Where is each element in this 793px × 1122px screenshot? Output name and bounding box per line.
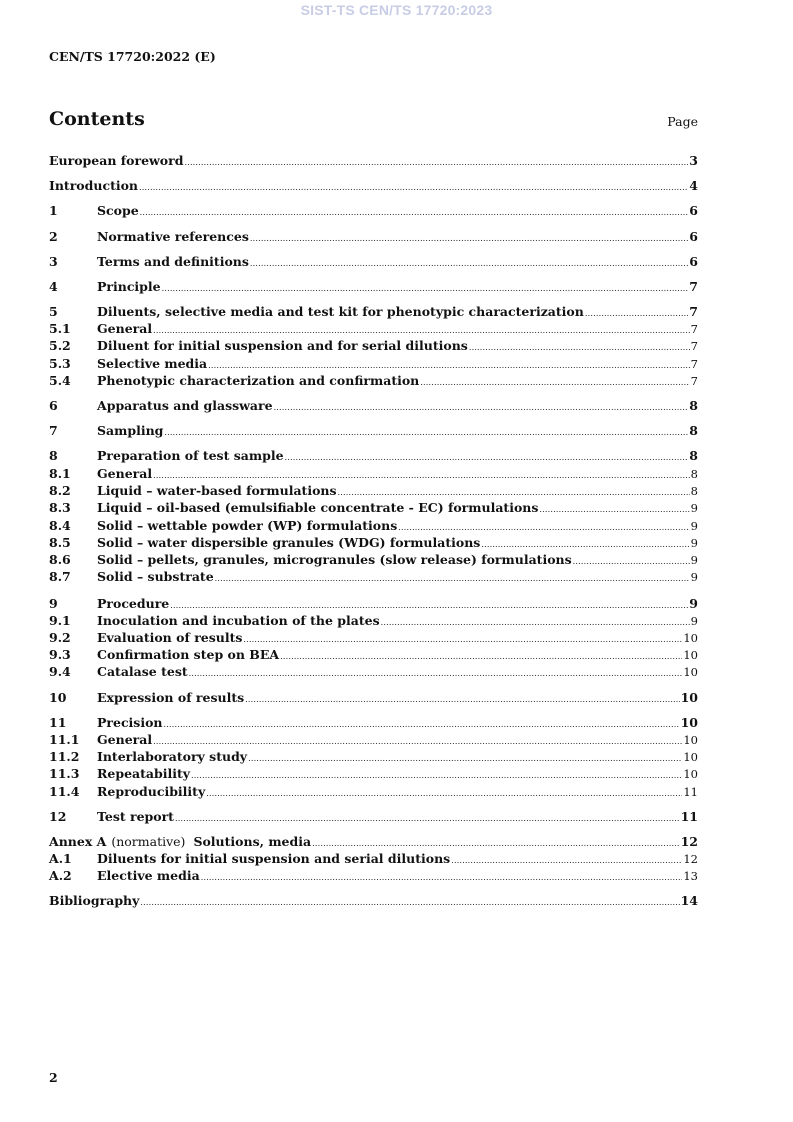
toc-entry-title-rest: Solutions, media [193,834,312,849]
toc-entry-number: A.2 [49,868,72,883]
toc-entry-number: 8.4 [49,518,71,533]
toc-entry-page: 13 [683,869,698,883]
toc-entry-page: 9 [690,570,698,584]
toc-entry[interactable] [49,808,698,825]
toc-entry[interactable] [49,372,698,389]
toc-entry-number: 8.3 [49,500,71,515]
toc-entry-page: 10 [683,665,698,679]
toc-dot-leader [469,339,690,356]
toc-entry[interactable] [49,833,698,850]
toc-dot-leader [140,894,679,911]
toc-entry-number: 11.4 [49,784,80,799]
toc-entry-number: 8 [49,448,58,463]
toc-entry[interactable] [49,646,698,663]
toc-entry-title: Elective media [97,868,200,883]
toc-dot-leader [539,501,689,518]
toc-entry[interactable] [49,278,698,295]
toc-entry-title: Phenotypic characterization and confirmation [97,373,420,388]
toc-entry-page: 7 [690,374,698,388]
toc-entry-number: A.1 [49,851,72,866]
toc-entry-number: 5.2 [49,338,71,353]
toc-entry-page: 9 [689,596,698,611]
toc-dot-leader [189,665,683,682]
toc-dot-leader [285,449,689,466]
toc-dot-leader [162,280,689,297]
toc-entry-number: 8.2 [49,483,71,498]
toc-entry-page: 6 [689,254,698,269]
toc-dot-leader [201,869,683,886]
toc-entry-title: Apparatus and glassware [97,398,273,413]
toc-entry[interactable] [49,303,698,320]
toc-entry[interactable] [49,663,698,680]
toc-entry-number: 1 [49,203,58,218]
toc-entry-number: 11 [49,715,67,730]
toc-entry-title: Catalase test [97,664,188,679]
toc-entry-number: 9.3 [49,647,71,662]
toc-entry-page: 4 [689,178,698,193]
toc-entry[interactable] [49,320,698,337]
toc-entry-page: 8 [689,398,698,413]
toc-entry-title: Procedure [97,596,170,611]
toc-entry-number: 7 [49,423,58,438]
toc-entry-title: General [97,466,153,481]
toc-entry-number: 9.1 [49,613,71,628]
toc-entry-title: Expression of results [97,690,245,705]
toc-entry-page: 8 [689,423,698,438]
toc-entry-title: Normative references [97,229,249,244]
toc-entry-title: General [97,732,153,747]
toc-entry[interactable] [49,783,698,800]
toc-entry-page: 9 [690,536,698,550]
toc-entry-page: 9 [690,614,698,628]
toc-entry[interactable] [49,152,698,169]
toc-dot-leader [191,767,682,784]
toc-entry-number: 9 [49,596,58,611]
toc-entry-number: 11.3 [49,766,80,781]
toc-entry[interactable] [49,253,698,270]
toc-entry-number: 9.4 [49,664,71,679]
toc-entry-page: 7 [689,304,698,319]
toc-entry[interactable] [49,748,698,765]
toc-entry[interactable] [49,850,698,867]
toc-entry-title: Bibliography [49,893,140,908]
toc-entry-page: 10 [683,767,698,781]
toc-entry-title: Terms and definitions [97,254,249,269]
toc-entry-page: 11 [683,785,698,799]
toc-entry-page: 3 [689,153,698,168]
toc-entry[interactable] [49,355,698,372]
toc-entry[interactable] [49,177,698,194]
toc-entry-title: Interlaboratory study [97,749,248,764]
toc-entry-title: Repeatability [97,766,191,781]
toc-entry[interactable] [49,517,698,534]
toc-entry-page: 12 [680,834,698,849]
toc-entry-title: Precision [97,715,163,730]
toc-entry-title: Solid – water dispersible granules (WDG) formulations [97,535,481,550]
toc-entry-title: Solid – wettable powder (WP) formulations [97,518,398,533]
toc-dot-leader [274,399,689,416]
toc-entry-page: 10 [680,715,698,730]
toc-entry-title: Diluents, selective media and test kit for phenotypic characterization [97,304,584,319]
toc-entry-title: Liquid – water-based formulations [97,483,337,498]
toc-entry-title: Evaluation of results [97,630,243,645]
toc-entry-number: 5.1 [49,321,71,336]
toc-entry-page: 10 [680,690,698,705]
toc-entry-number: 8.6 [49,552,71,567]
toc-entry[interactable] [49,892,698,909]
toc-entry[interactable] [49,765,698,782]
toc-entry-number: 11.1 [49,732,80,747]
toc-entry-page: 6 [689,203,698,218]
toc-dot-leader [245,691,679,708]
toc-entry-page: 14 [680,893,698,908]
toc-entry[interactable] [49,689,698,706]
toc-entry-page: 7 [690,339,698,353]
toc-entry-number: 8.7 [49,569,71,584]
toc-entry-page: 10 [683,750,698,764]
watermark-text: SIST-TS CEN/TS 17720:2023 [300,2,493,18]
toc-entry-number: 10 [49,690,67,705]
toc-entry-title: Scope [97,203,139,218]
toc-entry[interactable] [49,337,698,354]
toc-entry[interactable] [49,867,698,884]
toc-entry-number: 8.5 [49,535,71,550]
toc-entry-page: 9 [690,553,698,567]
toc-entry-number: 8.1 [49,466,71,481]
toc-entry-title: Test report [97,809,174,824]
toc-entry-number: 11.2 [49,749,80,764]
toc-entry[interactable] [49,629,698,646]
toc-entry-page: 10 [683,648,698,662]
toc-entry[interactable] [49,595,698,612]
toc-entry-number: 3 [49,254,58,269]
toc-entry-title-annotation: (normative) [111,834,186,849]
toc-entry-title: Inoculation and incubation of the plates [97,613,380,628]
toc-dot-leader [140,204,689,221]
toc-entry-page: 12 [683,852,698,866]
toc-dot-leader [206,785,682,802]
toc-entry[interactable] [49,397,698,414]
toc-entry-page: 7 [689,279,698,294]
toc-entry-title: Solid – pellets, granules, microgranules (slow release) formulations [97,552,572,567]
toc-entry-title: Reproducibility [97,784,206,799]
toc-entry-title: Diluents for initial suspension and serial dilutions [97,851,451,866]
toc-entry-title: Confirmation step on BEA [97,647,280,662]
toc-entry[interactable] [49,714,698,731]
page-title: Contents [49,108,145,130]
toc-dot-leader [164,424,688,441]
toc-entry[interactable] [49,534,698,551]
toc-dot-leader [420,374,689,391]
toc-entry-page: 11 [680,809,698,824]
toc-entry-page: 10 [683,733,698,747]
toc-entry-title: Liquid – oil-based (emulsifiable concentrate - EC) formulations [97,500,539,515]
toc-entry[interactable] [49,447,698,464]
toc-entry-title: Diluent for initial suspension and for serial dilutions [97,338,468,353]
toc-entry-page: 9 [690,519,698,533]
toc-dot-leader [250,230,688,247]
toc-dot-leader [139,179,688,196]
toc-entry[interactable] [49,499,698,516]
toc-entry-page: 6 [689,229,698,244]
toc-dot-leader [184,154,688,171]
document-id: CEN/TS 17720:2022 (E) [49,49,216,64]
toc-entry[interactable] [49,731,698,748]
toc-entry-page: 7 [690,322,698,336]
toc-entry-page: 8 [690,484,698,498]
toc-entry-number: 9.2 [49,630,71,645]
toc-entry-title: Preparation of test sample [97,448,284,463]
toc-entry-number: 5.3 [49,356,71,371]
toc-entry-title: Principle [97,279,161,294]
toc-entry[interactable] [49,551,698,568]
toc-entry[interactable] [49,228,698,245]
toc-entry-number: 5.4 [49,373,71,388]
toc-entry-number: 5 [49,304,58,319]
toc-entry-page: 7 [690,357,698,371]
toc-entry-number: 4 [49,279,58,294]
toc-dot-leader [175,810,680,827]
toc-entry-page: 10 [683,631,698,645]
toc-entry-title: Selective media [97,356,208,371]
toc-entry-number: 12 [49,809,67,824]
toc-entry-number: 2 [49,229,58,244]
toc-entry[interactable] [49,465,698,482]
toc-entry-title: Introduction [49,178,139,193]
toc-entry[interactable] [49,422,698,439]
toc-entry-number: 6 [49,398,58,413]
toc-entry-title [49,833,311,850]
toc-entry-title: European foreword [49,153,184,168]
toc-entry[interactable] [49,482,698,499]
toc-entry-page: 9 [690,501,698,515]
toc-entry-title-lead: Annex A [49,834,107,849]
toc-entry-title: Sampling [97,423,164,438]
page-column-label: Page [667,114,698,129]
toc-entry-page: 8 [690,467,698,481]
toc-dot-leader [250,255,688,272]
toc-entry[interactable] [49,202,698,219]
toc-entry-title: General [97,321,153,336]
page-number: 2 [49,1070,58,1085]
toc-entry-page: 8 [689,448,698,463]
toc-entry-title: Solid – substrate [97,569,214,584]
toc-dot-leader [215,570,690,587]
toc-entry[interactable] [49,568,698,585]
toc-entry[interactable] [49,612,698,629]
